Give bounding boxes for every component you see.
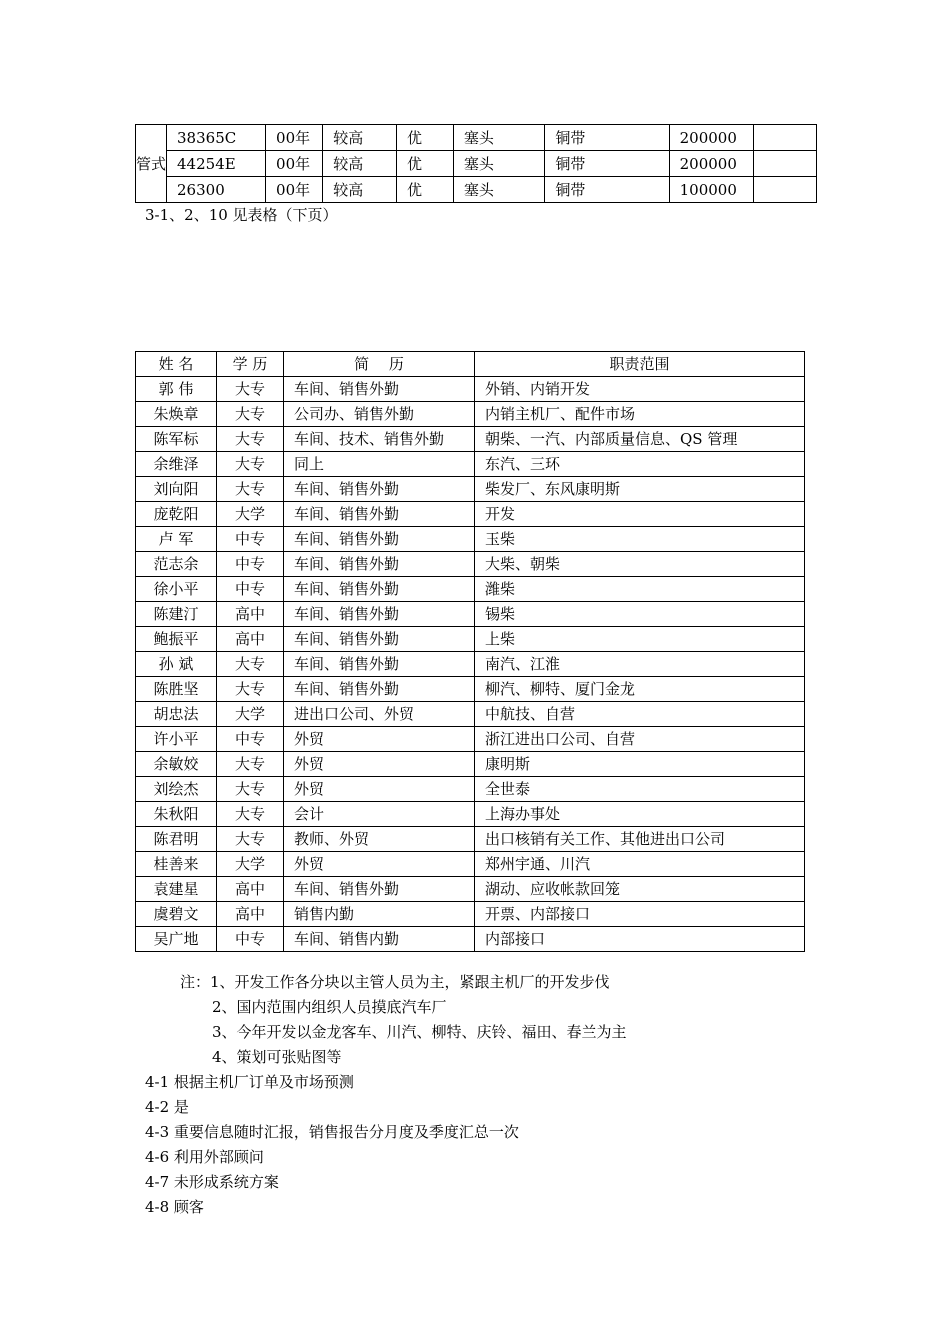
staff-name: 朱焕章 xyxy=(136,402,217,427)
staff-resume: 车间、销售外勤 xyxy=(284,377,475,402)
header-name: 姓 名 xyxy=(136,352,217,377)
staff-name: 余维泽 xyxy=(136,452,217,477)
staff-name: 袁建星 xyxy=(136,877,217,902)
staff-resume: 车间、销售内勤 xyxy=(284,927,475,952)
table-row xyxy=(136,577,805,602)
table-cell: 铜带 xyxy=(545,177,669,203)
staff-duties: 开发 xyxy=(475,502,805,527)
table-row xyxy=(136,802,805,827)
answer-4-1: 4-1 根据主机厂订单及市场预测 xyxy=(145,1073,354,1091)
table-cell xyxy=(754,177,817,203)
table-cell: 铜带 xyxy=(545,151,669,177)
staff-name: 陈君明 xyxy=(136,827,217,852)
table-row xyxy=(136,902,805,927)
table-cell: 塞头 xyxy=(453,177,545,203)
staff-education: 中专 xyxy=(217,527,284,552)
table-row xyxy=(136,125,817,151)
table-row xyxy=(136,702,805,727)
staff-resume: 车间、销售外勤 xyxy=(284,527,475,552)
table-cell: 优 xyxy=(396,177,453,203)
staff-resume: 车间、销售外勤 xyxy=(284,477,475,502)
staff-education: 大专 xyxy=(217,652,284,677)
product-table xyxy=(135,124,817,203)
staff-name: 徐小平 xyxy=(136,577,217,602)
note-line-3: 3、今年开发以金龙客车、川汽、柳特、庆铃、福田、春兰为主 xyxy=(212,1023,627,1041)
staff-duties: 内销主机厂、配件市场 xyxy=(475,402,805,427)
table-row xyxy=(136,527,805,552)
answer-4-3: 4-3 重要信息随时汇报，销售报告分月度及季度汇总一次 xyxy=(145,1123,519,1141)
staff-name: 朱秋阳 xyxy=(136,802,217,827)
staff-name: 吴广地 xyxy=(136,927,217,952)
staff-duties: 南汽、江淮 xyxy=(475,652,805,677)
staff-duties: 上柴 xyxy=(475,627,805,652)
header-resume: 简 历 xyxy=(284,352,475,377)
staff-resume: 外贸 xyxy=(284,752,475,777)
table-cell xyxy=(754,151,817,177)
staff-education: 高中 xyxy=(217,627,284,652)
staff-education: 高中 xyxy=(217,602,284,627)
table-row xyxy=(136,852,805,877)
staff-duties: 开票、内部接口 xyxy=(475,902,805,927)
table-row xyxy=(136,402,805,427)
staff-duties: 柴发厂、东风康明斯 xyxy=(475,477,805,502)
staff-table xyxy=(135,351,805,952)
staff-duties: 全世泰 xyxy=(475,777,805,802)
staff-resume: 车间、销售外勤 xyxy=(284,602,475,627)
staff-education: 中专 xyxy=(217,927,284,952)
staff-education: 大专 xyxy=(217,827,284,852)
staff-resume: 会计 xyxy=(284,802,475,827)
staff-resume: 车间、销售外勤 xyxy=(284,502,475,527)
table-row xyxy=(136,452,805,477)
table-row xyxy=(136,477,805,502)
table-cell xyxy=(754,125,817,151)
table-row xyxy=(136,777,805,802)
staff-name: 卢 军 xyxy=(136,527,217,552)
table-cell: 较高 xyxy=(323,151,397,177)
staff-duties: 外销、内销开发 xyxy=(475,377,805,402)
staff-duties: 朝柴、一汽、内部质量信息、QS 管理 xyxy=(475,427,805,452)
staff-education: 大专 xyxy=(217,427,284,452)
table-cell: 塞头 xyxy=(453,125,545,151)
staff-duties: 康明斯 xyxy=(475,752,805,777)
staff-education: 大专 xyxy=(217,377,284,402)
staff-resume: 车间、销售外勤 xyxy=(284,552,475,577)
staff-duties: 东汽、三环 xyxy=(475,452,805,477)
staff-education: 大学 xyxy=(217,702,284,727)
staff-education: 大专 xyxy=(217,777,284,802)
staff-education: 大专 xyxy=(217,402,284,427)
staff-duties: 玉柴 xyxy=(475,527,805,552)
staff-duties: 中航技、自营 xyxy=(475,702,805,727)
staff-resume: 外贸 xyxy=(284,727,475,752)
header-duties: 职责范围 xyxy=(475,352,805,377)
table-cell: 44254E xyxy=(167,151,266,177)
header-education: 学 历 xyxy=(217,352,284,377)
table-cell: 38365C xyxy=(167,125,266,151)
staff-education: 大专 xyxy=(217,677,284,702)
table-row xyxy=(136,877,805,902)
table-cell: 优 xyxy=(396,151,453,177)
staff-education: 中专 xyxy=(217,727,284,752)
table-row xyxy=(136,602,805,627)
staff-resume: 车间、销售外勤 xyxy=(284,652,475,677)
staff-resume: 销售内勤 xyxy=(284,902,475,927)
table-cell: 塞头 xyxy=(453,151,545,177)
staff-name: 刘向阳 xyxy=(136,477,217,502)
table-row xyxy=(136,377,805,402)
staff-resume: 车间、销售外勤 xyxy=(284,677,475,702)
staff-name: 桂善来 xyxy=(136,852,217,877)
staff-education: 中专 xyxy=(217,577,284,602)
staff-duties: 大柴、朝柴 xyxy=(475,552,805,577)
staff-name: 虞碧文 xyxy=(136,902,217,927)
staff-education: 高中 xyxy=(217,877,284,902)
answer-4-6: 4-6 利用外部顾问 xyxy=(145,1148,264,1166)
table-row xyxy=(136,177,817,203)
staff-name: 许小平 xyxy=(136,727,217,752)
table-row xyxy=(136,151,817,177)
table-row xyxy=(136,727,805,752)
staff-education: 大专 xyxy=(217,752,284,777)
table-row xyxy=(136,827,805,852)
group-label-cell: 管式 xyxy=(136,125,167,203)
table-cell: 铜带 xyxy=(545,125,669,151)
note-line-2: 2、国内范围内组织人员摸底汽车厂 xyxy=(212,998,447,1016)
staff-name: 胡忠法 xyxy=(136,702,217,727)
table-cell: 00年 xyxy=(266,151,323,177)
answer-4-8: 4-8 顾客 xyxy=(145,1198,204,1216)
staff-duties: 浙江进出口公司、自营 xyxy=(475,727,805,752)
staff-resume: 教师、外贸 xyxy=(284,827,475,852)
table-cell: 26300 xyxy=(167,177,266,203)
table-row xyxy=(136,927,805,952)
staff-education: 大学 xyxy=(217,852,284,877)
note-line-1: 注：1、开发工作各分块以主管人员为主，紧跟主机厂的开发步伐 xyxy=(180,973,610,991)
staff-education: 大专 xyxy=(217,477,284,502)
staff-resume: 外贸 xyxy=(284,777,475,802)
staff-resume: 车间、销售外勤 xyxy=(284,627,475,652)
staff-name: 刘绘杰 xyxy=(136,777,217,802)
staff-name: 陈建汀 xyxy=(136,602,217,627)
staff-education: 大专 xyxy=(217,802,284,827)
staff-duties: 潍柴 xyxy=(475,577,805,602)
table-row xyxy=(136,552,805,577)
staff-name: 鲍振平 xyxy=(136,627,217,652)
staff-name: 陈军标 xyxy=(136,427,217,452)
table-cell: 00年 xyxy=(266,177,323,203)
staff-education: 中专 xyxy=(217,552,284,577)
staff-name: 孙 斌 xyxy=(136,652,217,677)
staff-duties: 上海办事处 xyxy=(475,802,805,827)
staff-resume: 公司办、销售外勤 xyxy=(284,402,475,427)
table-row xyxy=(136,652,805,677)
table-cell: 200000 xyxy=(669,151,754,177)
staff-duties: 内部接口 xyxy=(475,927,805,952)
table-row xyxy=(136,502,805,527)
answer-4-2: 4-2 是 xyxy=(145,1098,189,1116)
table-row xyxy=(136,677,805,702)
table-row xyxy=(136,627,805,652)
staff-education: 高中 xyxy=(217,902,284,927)
staff-name: 余敏姣 xyxy=(136,752,217,777)
table-cell: 100000 xyxy=(669,177,754,203)
table-reference-note: 3-1、2、10 见表格（下页） xyxy=(145,206,338,224)
staff-duties: 锡柴 xyxy=(475,602,805,627)
answer-4-7: 4-7 未形成系统方案 xyxy=(145,1173,279,1191)
staff-duties: 郑州宇通、川汽 xyxy=(475,852,805,877)
staff-duties: 柳汽、柳特、厦门金龙 xyxy=(475,677,805,702)
table-cell: 00年 xyxy=(266,125,323,151)
staff-name: 范志余 xyxy=(136,552,217,577)
table-cell: 较高 xyxy=(323,177,397,203)
staff-education: 大专 xyxy=(217,452,284,477)
staff-duties: 湖动、应收帐款回笼 xyxy=(475,877,805,902)
table-row xyxy=(136,752,805,777)
staff-name: 庞乾阳 xyxy=(136,502,217,527)
table-cell: 200000 xyxy=(669,125,754,151)
staff-resume: 车间、技术、销售外勤 xyxy=(284,427,475,452)
staff-resume: 进出口公司、外贸 xyxy=(284,702,475,727)
staff-name: 陈胜坚 xyxy=(136,677,217,702)
staff-resume: 同上 xyxy=(284,452,475,477)
staff-resume: 车间、销售外勤 xyxy=(284,577,475,602)
table-header-row xyxy=(136,352,805,377)
table-cell: 优 xyxy=(396,125,453,151)
staff-name: 郭 伟 xyxy=(136,377,217,402)
staff-education: 大学 xyxy=(217,502,284,527)
table-row xyxy=(136,427,805,452)
note-line-4: 4、策划可张贴图等 xyxy=(212,1048,342,1066)
staff-resume: 外贸 xyxy=(284,852,475,877)
table-cell: 较高 xyxy=(323,125,397,151)
staff-duties: 出口核销有关工作、其他进出口公司 xyxy=(475,827,805,852)
staff-resume: 车间、销售外勤 xyxy=(284,877,475,902)
